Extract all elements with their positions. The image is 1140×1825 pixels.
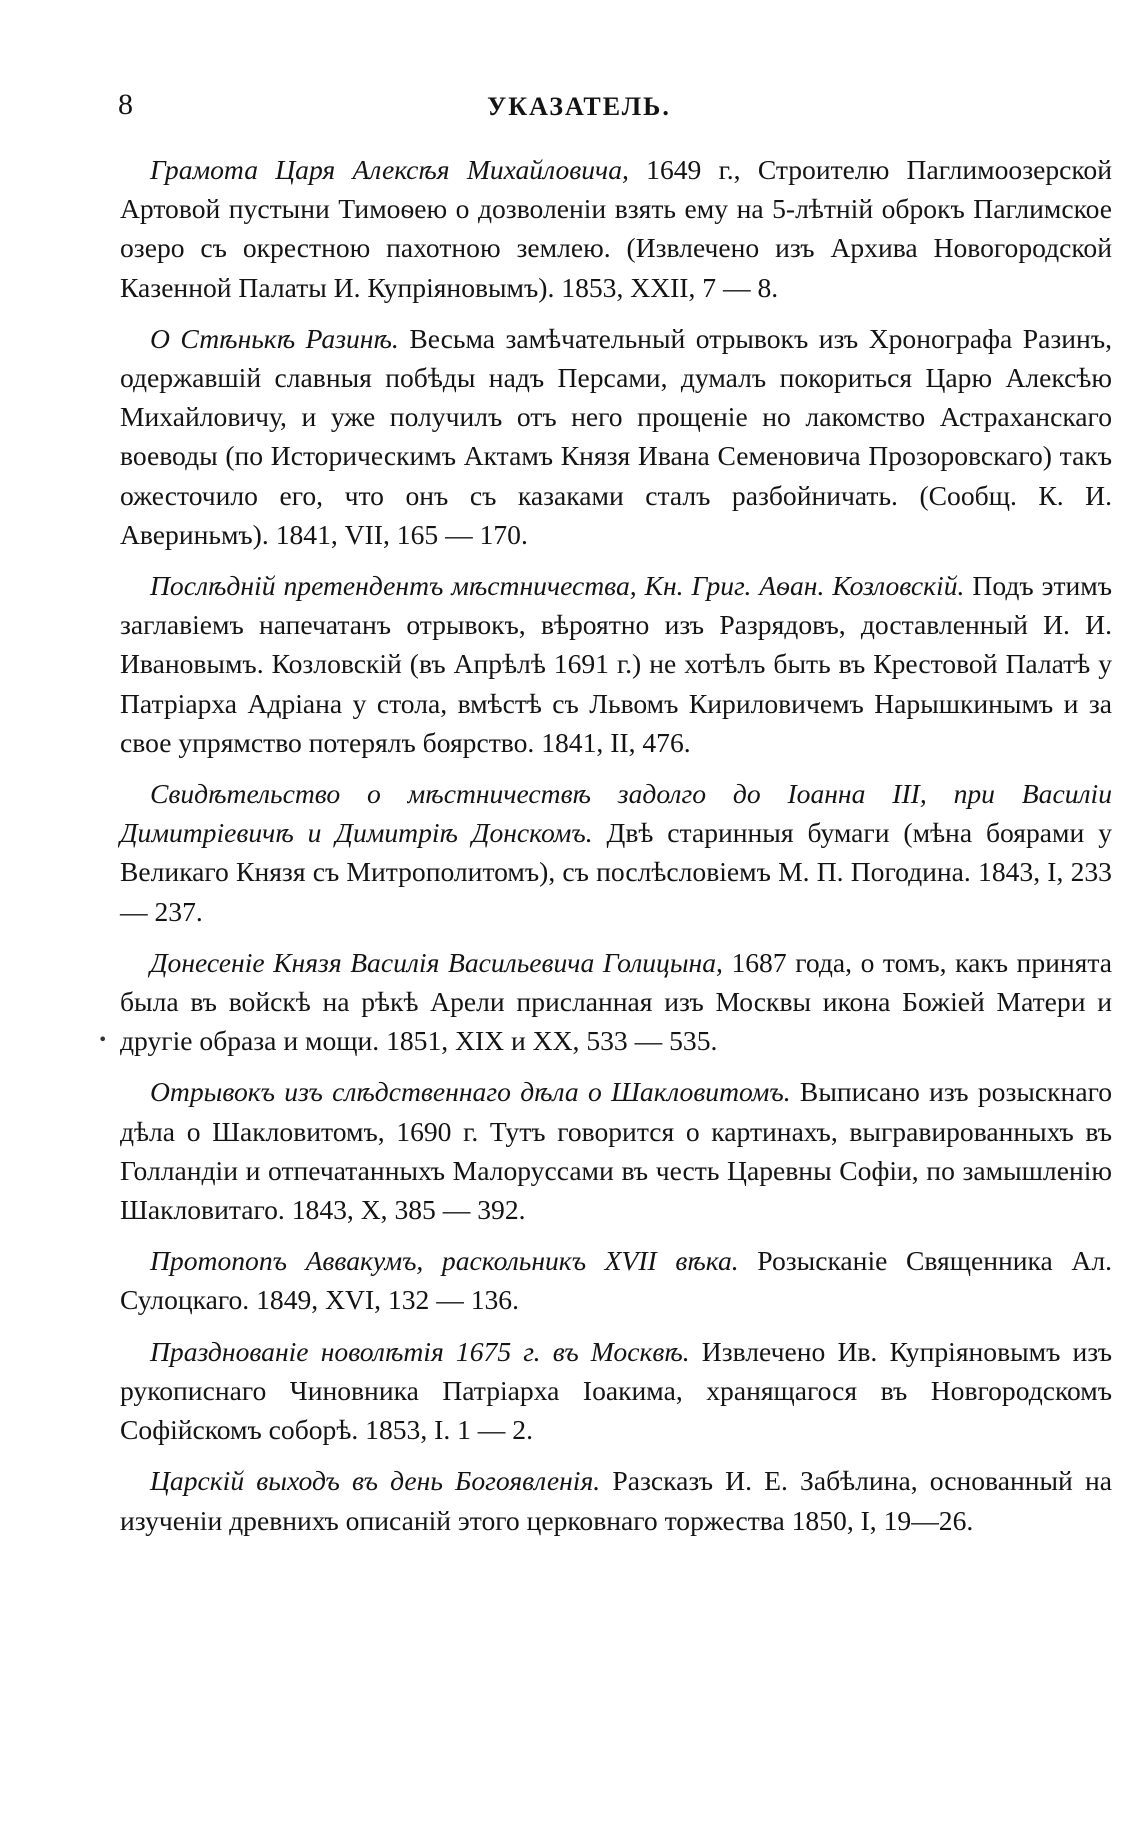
entry-title: Донесеніе Князя Василія Васильевича Голицына, — [150, 946, 723, 978]
stray-mark: • — [98, 1030, 108, 1049]
index-entry — [120, 319, 1112, 554]
entry-title: О Стѣнькѣ Разинѣ. — [150, 322, 399, 354]
entry-text: Подъ этимъ заглавіемъ напечатанъ отрывокъ, вѣроятно изъ Разрядовъ, доставленный И. И. Ивановымъ. Козловскій (въ Апрѣлѣ 1691 г.) не хотѣлъ быть въ Крестовой Палатѣ у Патріарха Адріана у стола, вмѣстѣ съ Львомъ Кириловичемъ Нарышкинымъ и за свое упрямство потерялъ боярство. — [120, 570, 1112, 758]
entry-citation: 1849, XVI, 132 — 136. — [256, 1284, 520, 1316]
index-entry — [120, 150, 1112, 307]
entry-citation: 1843, X, 385 — 392. — [291, 1194, 526, 1226]
index-entry — [120, 1332, 1112, 1450]
entry-citation: 1851, XIX и XX, 533 — 535. — [386, 1025, 718, 1057]
entry-citation: 1853, XXII, 7 — 8. — [561, 271, 779, 303]
index-entries — [120, 150, 1112, 1552]
entry-title: Послѣдній претендентъ мѣстничества, Кн. Григ. Аѳан. Козловскій. — [150, 570, 965, 602]
entry-text: 1687 года, о томъ, какъ принята была въ войскѣ на рѣкѣ Арели присланная изъ Москвы икона Божіей Матери и другіе образа и мощи. — [120, 946, 1112, 1057]
index-entry — [120, 566, 1112, 762]
running-title: УКАЗАТЕЛЬ. — [487, 92, 671, 121]
entry-title: Свидѣтельство о мѣстничествѣ задолго до Іоанна III, при Василіи Димитріевичѣ и Димитріѣ Донскомъ. — [120, 778, 1112, 849]
entry-text: 1649 г., Строителю Паглимоозерской Артовой пустыни Тимоѳею о дозволеніи взять ему на 5-лѣтній оброкъ Паглимское озеро съ окрестною пахотною землею. (Извлечено изъ Архива Новогородской Казенной Палаты И. Купріяновымъ). — [120, 154, 1112, 303]
entry-citation: 1843, I, 233 — 237. — [120, 856, 1112, 927]
entry-text: Двѣ старинныя бумаги (мѣна боярами у Великаго Князя съ Митрополитомъ), съ послѣсловіемъ М. П. Погодина. — [120, 817, 1112, 888]
entry-text: Розысканіе Священника Ал. Сулоцкаго. — [120, 1245, 1112, 1316]
index-entry — [120, 943, 1112, 1061]
index-entry — [120, 1461, 1112, 1539]
index-entry — [120, 774, 1112, 931]
entry-text: Выписано изъ розыскнаго дѣла о Шакловитомъ, 1690 г. Тутъ говорится о картинахъ, выгравированныхъ въ Голландіи и отпечатанныхъ Малоруссами въ честь Царевны Софіи, по замышленію Шакловитаго. — [120, 1076, 1112, 1226]
entry-title: Отрывокъ изъ слѣдственнаго дѣла о Шакловитомъ. — [150, 1076, 791, 1108]
page-number: 8 — [118, 88, 133, 121]
entry-citation: 1850, I, 19—26. — [791, 1504, 974, 1536]
index-entry — [120, 1241, 1112, 1319]
entry-citation: 1841, II, 476. — [541, 726, 691, 758]
entry-text: Извлечено Ив. Купріяновымъ изъ рукописнаго Чиновника Патріарха Іоакима, хранящагося въ Новгородскомъ Софійскомъ соборѣ. — [120, 1335, 1112, 1446]
entry-citation: 1841, VII, 165 — 170. — [275, 518, 528, 550]
entry-text: Разсказъ И. Е. Забѣлина, основанный на изученіи древнихъ описаній этого церковнаго торжества — [120, 1465, 1112, 1536]
entry-title: Празднованіе новолѣтія 1675 г. въ Москвѣ. — [150, 1335, 690, 1367]
index-entry — [120, 1072, 1112, 1229]
entry-title: Протопопъ Аввакумъ, раскольникъ XVII вѣка. — [150, 1245, 739, 1277]
page-header — [118, 88, 1100, 124]
entry-title: Грамота Царя Алексѣя Михайловича, — [150, 154, 629, 185]
entry-citation: 1853, I. 1 — 2. — [365, 1414, 533, 1446]
entry-title: Царскій выходъ въ день Богоявленія. — [150, 1465, 601, 1497]
entry-text: Весьма замѣчательный отрывокъ изъ Хронографа Разинъ, одержавшій славныя побѣды надъ Персами, думалъ покориться Царю Алексѣю Михайловичу, и уже получилъ отъ него прощеніе но лакомство Астраханскаго воеводы (по Историческимъ Актамъ Князя Ивана Семеновича Прозоровскаго) такъ ожесточило его, что онъ съ казаками сталъ разбойничать. (Сообщ. К. И. Авериньмъ). — [120, 322, 1112, 550]
